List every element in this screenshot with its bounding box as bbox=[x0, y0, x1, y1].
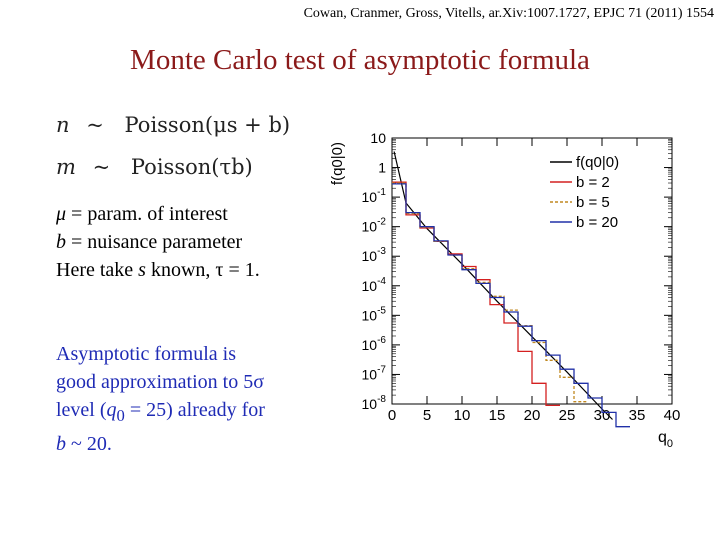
note-mu-symbol: μ bbox=[56, 203, 67, 225]
series-line-1 bbox=[392, 182, 560, 405]
eq2-rhs: Poisson(τb) bbox=[130, 155, 253, 179]
eq2-op: ~ bbox=[92, 155, 111, 179]
conclusion-line-1: Asymptotic formula is bbox=[56, 343, 236, 365]
eq1-op: ~ bbox=[86, 113, 104, 137]
x-tick-label: 0 bbox=[387, 407, 397, 424]
conclusion-l3-post: = 25) already for bbox=[124, 399, 265, 421]
q0-distribution-chart bbox=[328, 128, 718, 458]
x-tick-label: 25 bbox=[558, 407, 576, 424]
conclusion-line-2: good approximation to 5σ bbox=[56, 371, 264, 393]
y-tick-label: $10^{-4}$ bbox=[361, 275, 386, 294]
note-mu-text: = param. of interest bbox=[66, 203, 228, 225]
series-line-0 bbox=[394, 152, 612, 420]
conclusion-block bbox=[56, 340, 265, 458]
legend-label-3: b = 20 bbox=[576, 214, 619, 231]
note-mu bbox=[56, 200, 260, 228]
y-tick-label: $10^{-7}$ bbox=[361, 364, 386, 383]
y-tick-label: $10^{-5}$ bbox=[361, 305, 386, 324]
x-tick-label: 30 bbox=[593, 407, 611, 424]
x-tick-label: 5 bbox=[422, 407, 432, 424]
eq1-lhs: n bbox=[56, 113, 70, 137]
conclusion-l3-pre: level ( bbox=[56, 399, 107, 421]
note-s bbox=[56, 256, 260, 284]
axis-ticks bbox=[362, 130, 681, 424]
x-tick-label: 40 bbox=[663, 407, 681, 424]
x-tick-label: 20 bbox=[523, 407, 541, 424]
conclusion-l4-text: ~ 20. bbox=[66, 433, 112, 455]
conclusion-b-symbol: b bbox=[56, 433, 66, 455]
eq1-rhs: Poisson(μs + b) bbox=[124, 113, 291, 137]
note-s-text: known, τ = 1. bbox=[145, 259, 260, 281]
chart-legend bbox=[550, 154, 619, 231]
notes-block bbox=[56, 200, 260, 284]
equation-n bbox=[56, 113, 290, 137]
conclusion-line-3 bbox=[56, 396, 265, 430]
note-b bbox=[56, 228, 260, 256]
y-tick-label: 1 bbox=[378, 159, 386, 176]
y-tick-label: $10^{-3}$ bbox=[361, 246, 386, 265]
x-tick-label: 15 bbox=[488, 407, 506, 424]
x-tick-label: 35 bbox=[628, 407, 646, 424]
y-tick-label: 10 bbox=[370, 130, 386, 146]
note-b-text: = nuisance parameter bbox=[66, 231, 243, 253]
note-b-symbol: b bbox=[56, 231, 66, 253]
eq2-lhs: m bbox=[56, 155, 76, 179]
y-tick-label: $10^{-2}$ bbox=[361, 216, 386, 235]
conclusion-line-4 bbox=[56, 430, 265, 458]
slide-title: Monte Carlo test of asymptotic formula bbox=[130, 44, 590, 76]
equation-m bbox=[56, 155, 253, 179]
x-axis-label: $q_0$ bbox=[658, 429, 674, 450]
y-tick-label: $10^{-6}$ bbox=[361, 334, 386, 353]
y-axis-label: f(q0|0) bbox=[329, 142, 346, 186]
series-group bbox=[392, 152, 630, 427]
x-tick-label: 10 bbox=[453, 407, 471, 424]
conclusion-q-sub: 0 bbox=[116, 406, 125, 425]
conclusion-q-symbol: q bbox=[106, 399, 117, 421]
legend-label-2: b = 5 bbox=[576, 194, 610, 211]
note-s-symbol: s bbox=[138, 259, 146, 281]
y-tick-label: $10^{-8}$ bbox=[361, 394, 386, 412]
y-tick-label: $10^{-1}$ bbox=[361, 187, 386, 206]
legend-label-1: b = 2 bbox=[576, 174, 610, 191]
citation: Cowan, Cranmer, Gross, Vitells, ar.Xiv:1007.1727, EPJC 71 (2011) 1554 bbox=[303, 6, 714, 21]
legend-label-0: f(q0|0) bbox=[576, 154, 620, 171]
note-s-pre: Here take bbox=[56, 259, 139, 281]
